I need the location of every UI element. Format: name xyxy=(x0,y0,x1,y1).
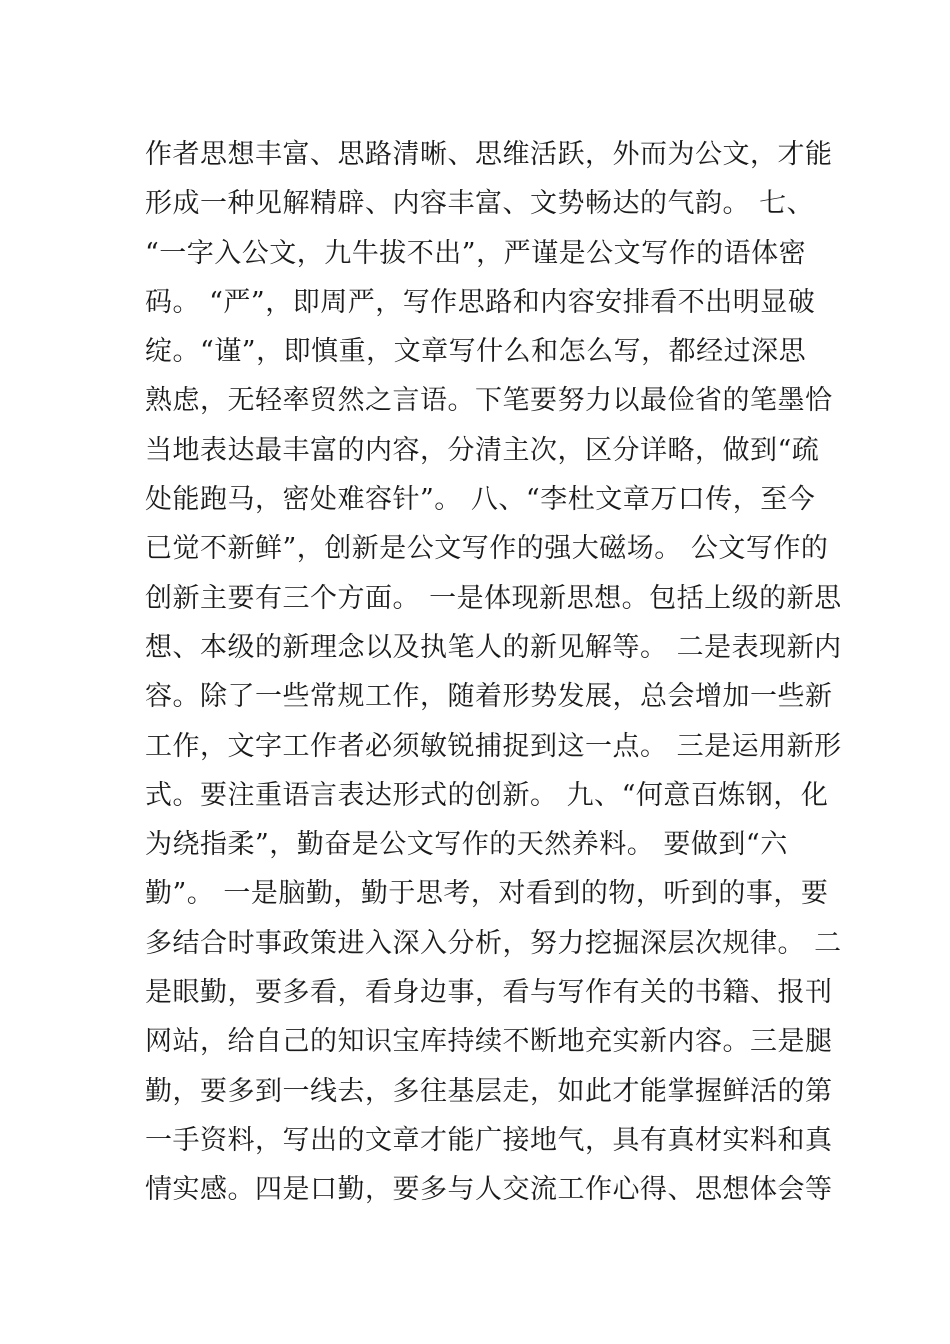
text-line: “一字入公文，九牛拔不出”，严谨是公文写作的语体密 xyxy=(145,237,807,269)
text-line: 作者思想丰富、思路清晰、思维活跃，外而为公文，才能 xyxy=(145,139,833,170)
text-line: 式。要注重语言表达形式的创新。 九、“何意百炼钢，化 xyxy=(145,779,829,811)
text-line: 勤”。 一是脑勤，勤于思考，对看到的物，听到的事，要 xyxy=(145,878,829,910)
text-line: 处能跑马，密处难容针”。 八、“李杜文章万口传，至今 xyxy=(145,484,816,516)
text-line: 形成一种见解精辟、内容丰富、文势畅达的气韵。 七、 xyxy=(145,188,815,220)
text-line: 想、本级的新理念以及执笔人的新见解等。 二是表现新内 xyxy=(145,631,842,663)
text-line: 码。 “严”，即周严，写作思路和内容安排看不出明显破 xyxy=(145,286,816,318)
text-line: 容。除了一些常规工作，随着形势发展，总会增加一些新 xyxy=(145,681,833,713)
text-line: 已觉不新鲜”，创新是公文写作的强大磁场。 公文写作的 xyxy=(145,533,829,565)
text-line: 为绕指柔”，勤奋是公文写作的天然养料。 要做到“六 xyxy=(145,829,788,861)
body-text xyxy=(145,130,842,1215)
text-line: 工作，文字工作者必须敏锐捕捉到这一点。 三是运用新形 xyxy=(145,730,842,762)
text-line: 多结合时事政策进入深入分析，努力挖掘深层次规律。 二 xyxy=(145,927,842,959)
text-line: 网站，给自己的知识宝库持续不断地充实新内容。三是腿 xyxy=(145,1026,833,1058)
text-line: 创新主要有三个方面。 一是体现新思想。包括上级的新思 xyxy=(145,582,842,614)
text-line: 当地表达最丰富的内容，分清主次，区分详略，做到“疏 xyxy=(145,434,820,466)
text-line: 勤，要多到一线去，多往基层走，如此才能掌握鲜活的第 xyxy=(145,1075,833,1107)
text-line: 熟虑，无轻率贸然之言语。下笔要努力以最俭省的笔墨恰 xyxy=(145,385,833,417)
text-line: 绽。“谨”，即慎重，文章写什么和怎么写，都经过深思 xyxy=(145,336,807,368)
text-line: 一手资料，写出的文章才能广接地气，具有真材实料和真 xyxy=(145,1124,833,1156)
text-line: 是眼勤，要多看，看身边事，看与写作有关的书籍、报刊 xyxy=(145,977,833,1009)
text-line: 情实感。四是口勤，要多与人交流工作心得、思想体会等 xyxy=(145,1174,833,1206)
